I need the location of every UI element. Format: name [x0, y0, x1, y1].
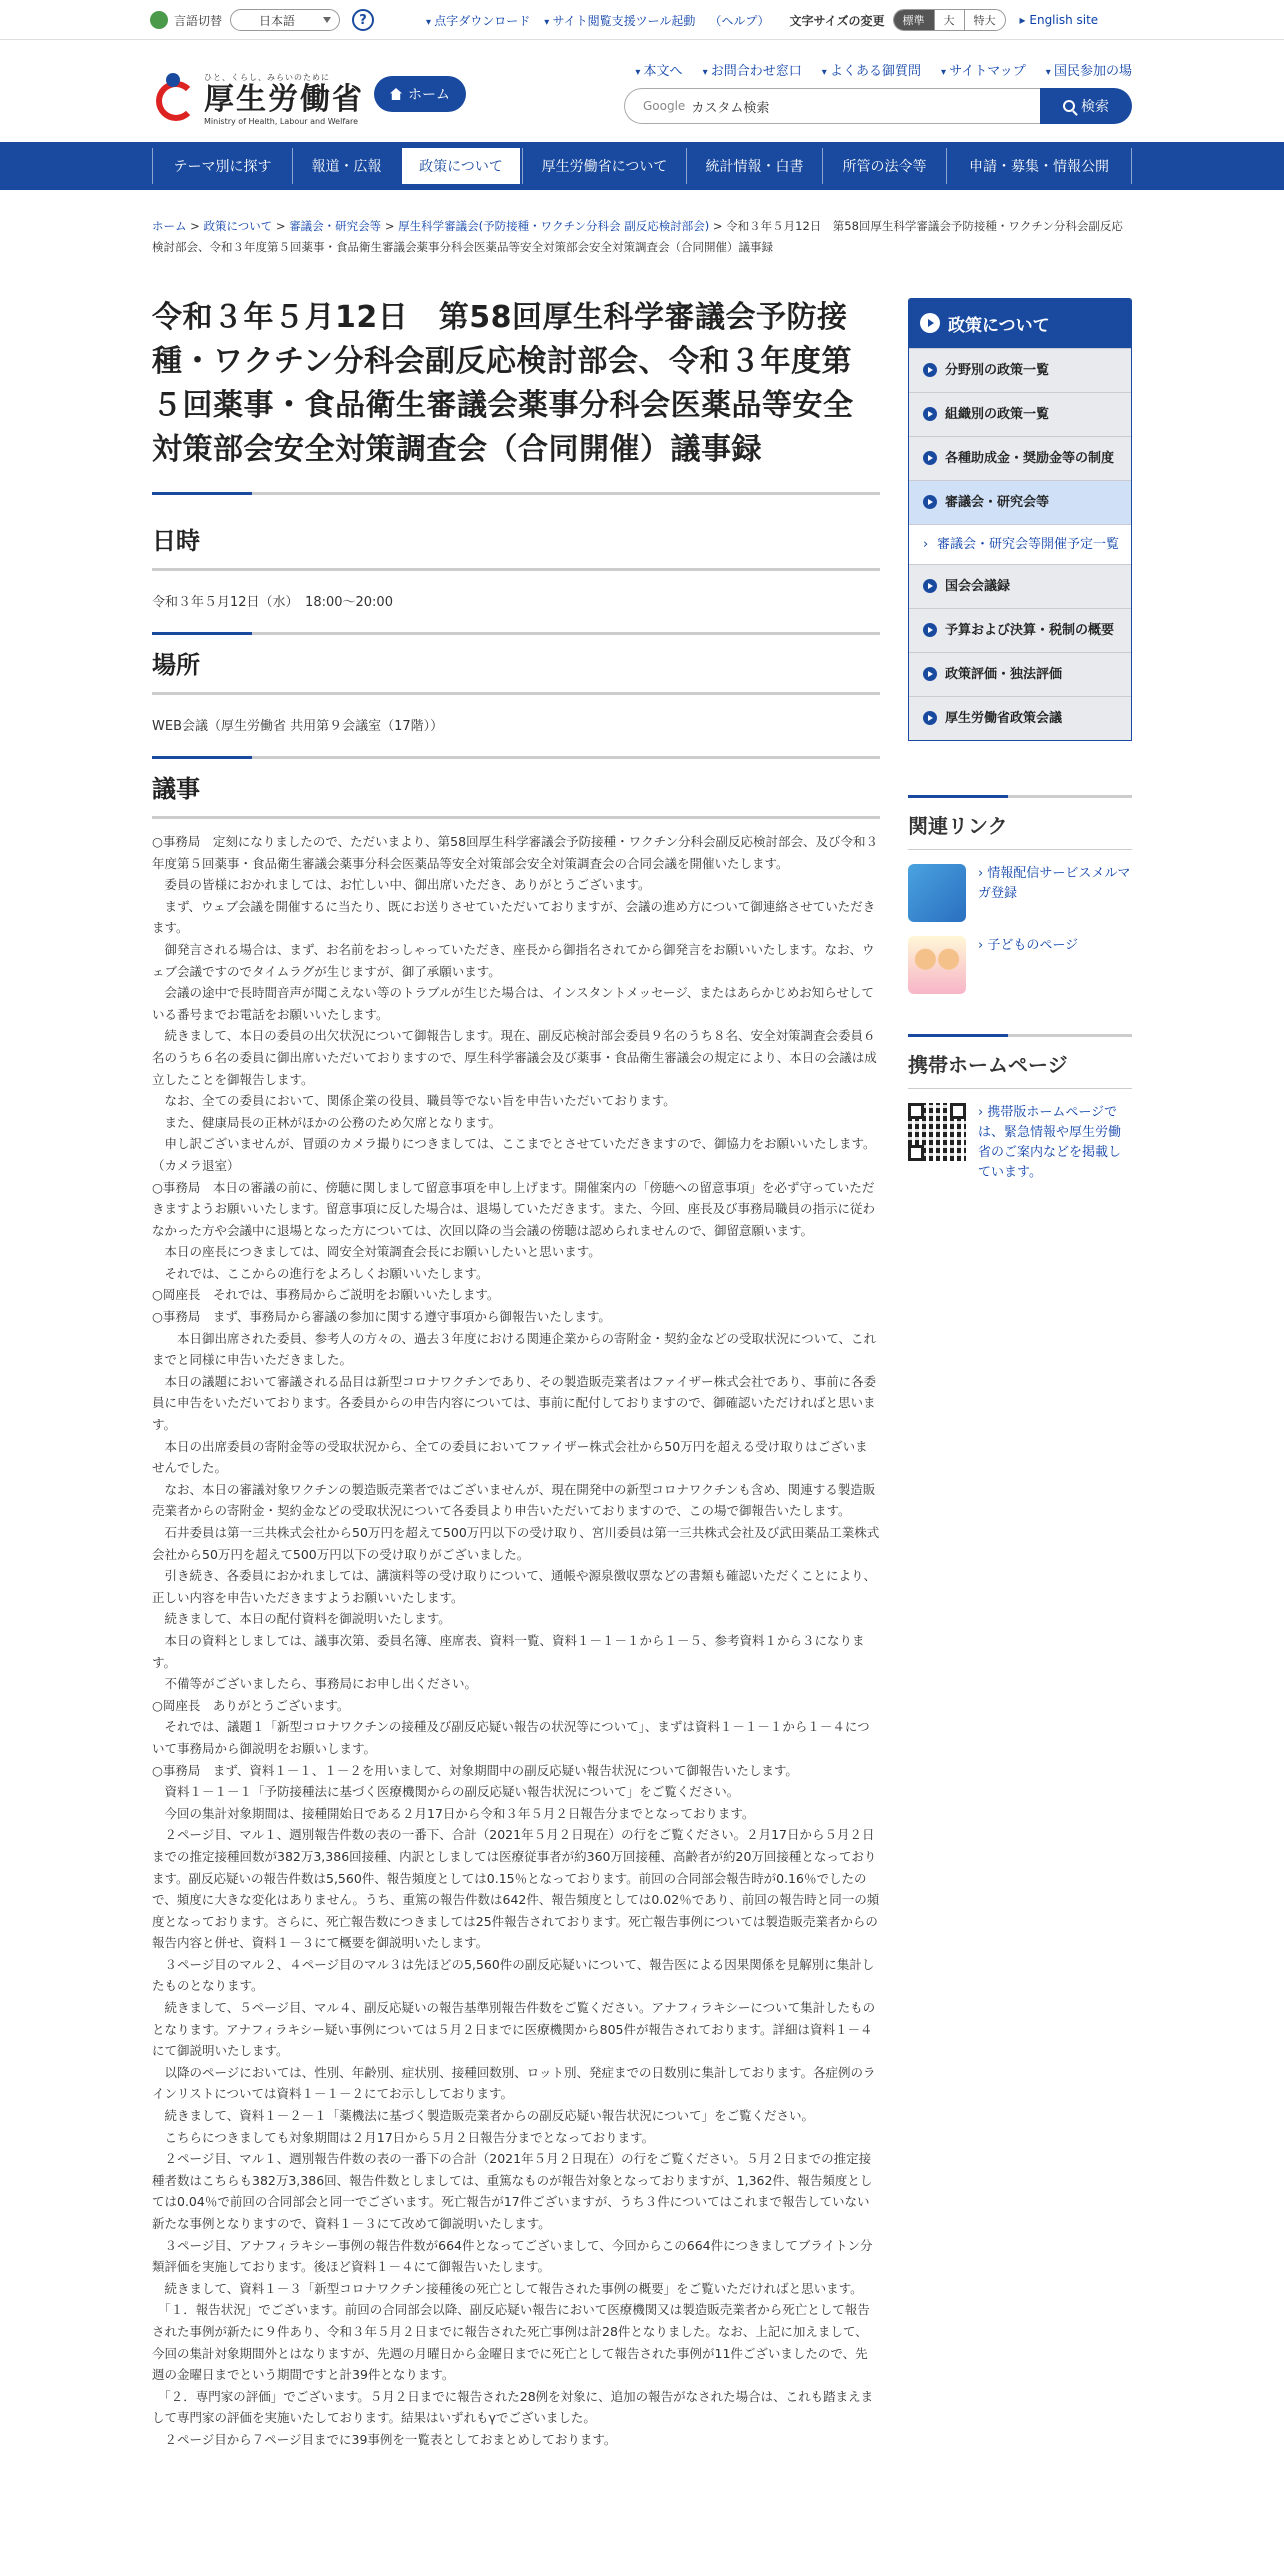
accessibility-tool-link[interactable]: ▾ サイト閲覧支援ツール起動: [544, 12, 695, 29]
english-site-link[interactable]: ▸ English site: [1020, 13, 1099, 27]
minutes-paragraph: それでは、ここからの進行をよろしくお願いいたします。: [152, 1265, 489, 1281]
home-button[interactable]: [374, 76, 466, 112]
breadcrumb-committee[interactable]: 厚生科学審議会(予防接種・ワクチン分科会 副反応検討部会): [398, 219, 710, 233]
minutes-paragraph: 本日御出席された委員、参考人の方々の、過去３年度における関連企業からの寄附金・契約金などの受取状況について、これまでと同様に申告いただきました。: [152, 1330, 877, 1368]
logo-tagline: ひと、くらし、みらいのために: [204, 73, 330, 82]
section-heading-date: 日時: [152, 511, 880, 571]
global-nav: [0, 142, 1284, 190]
font-size-label: 文字サイズの変更: [789, 13, 885, 28]
minutes-paragraph: 会議の途中で長時間音声が聞こえない等のトラブルが生じた場合は、インスタントメッセージ、またはあらかじめお知らせしている番号までお電話をお願いいたします。: [152, 985, 874, 1022]
related-link-kids[interactable]: [908, 936, 1132, 994]
sidebar-heading[interactable]: [908, 298, 1132, 348]
language-label: 言語切替: [174, 13, 223, 28]
home-label: ホーム: [408, 87, 450, 103]
sitemap-link[interactable]: ▾ サイトマップ: [941, 60, 1026, 79]
minutes-paragraph: （カメラ退室）: [152, 1157, 240, 1173]
utility-bar: [0, 0, 1284, 40]
minutes-paragraph: ３ページ目、アナフィラキシー事例の報告件数が664件となってございまして、今回からこの664件につきましてブライトン分類評価を実施しております。後ほど資料１－４にて御報告いたします。: [152, 2237, 873, 2275]
sidebar-item-grants[interactable]: 各種助成金・奨励金等の制度: [909, 436, 1131, 480]
minutes-paragraph: 「１．報告状況」でございます。前回の合同部会以降、副反応疑い報告において医療機関又は製造販売業者から死亡として報告された事例が新たに９件あり、令和３年５月２日までに報告された死亡事例は計28件となりました。なお、上記に加えまして、今回の集計対象期間外とはなりますが、先週の月曜日から金曜日までに死亡として報告された事例が11件ございましたので、先週の金曜日までという期間ですと計39件となります。: [152, 2302, 870, 2383]
sidebar-item-evaluation[interactable]: 政策評価・独法評価: [909, 652, 1131, 696]
breadcrumb-councils[interactable]: 審議会・研究会等: [289, 219, 382, 233]
mailmag-link[interactable]: › 情報配信サービスメルマガ登録: [978, 864, 1132, 922]
minutes-paragraph: ○事務局 本日の審議の前に、傍聴に関しまして留意事項を申し上げます。開催案内の「傍聴への留意事項」を必ず守っていただきますようお願いいたします。留意事項に反した場合は、退場していただきます。また、今回、座長及び事務局職員の指示に従わなかった方や会議中に退場となった方については、次回以降の当会議の傍聴は認められませんので、御留意願います。: [152, 1179, 876, 1238]
minutes-body: [152, 819, 880, 2451]
search-button[interactable]: [1040, 88, 1132, 124]
minutes-paragraph: 続きまして、５ページ目、マル４、副反応疑いの報告基準別報告件数をご覧ください。アナフィラキシーについて集計したものとなります。アナフィラキシー疑い事例については５月２日までに医療機関から805件が報告されております。詳細は資料１－４にて御説明いたします。: [152, 2000, 876, 2059]
sidebar-item-budget[interactable]: 予算および決算・税制の概要: [909, 608, 1131, 652]
sidebar-heading-label: 政策について: [948, 315, 1050, 336]
minutes-paragraph: 石井委員は第一三共株式会社から50万円を超えて500万円以下の受け取り、宮川委員は第一三共株式会社及び武田薬品工業株式会社から50万円を超えて500万円以下の受け取りがございました。: [152, 1525, 880, 1562]
minutes-paragraph: なお、全ての委員において、関係企業の役員、職員等でない旨を申告いただいております。: [152, 1093, 676, 1109]
meeting-date: 令和３年５月12日（水） 18:00～20:00: [152, 595, 393, 610]
contact-link[interactable]: ▾ お問合わせ窓口: [703, 60, 802, 79]
sidebar-item-policy-meeting[interactable]: 厚生労働省政策会議: [909, 696, 1131, 740]
minutes-paragraph: 申し訳ございませんが、冒頭のカメラ撮りにつきましては、ここまでとさせていただきますので、御協力をお願いいたします。: [152, 1136, 876, 1152]
search-placeholder: カスタム検索: [691, 100, 770, 116]
logo-name: 厚生労働省: [204, 82, 364, 117]
faq-link[interactable]: ▾ よくある御質問: [822, 60, 921, 79]
minutes-paragraph: ○岡座長 それでは、事務局からご説明をお願いいたします。: [152, 1287, 500, 1303]
search-input[interactable]: [624, 88, 1040, 124]
nav-laws[interactable]: 所管の法令等: [822, 148, 946, 184]
minutes-paragraph: ○事務局 まず、事務局から審議の参加に関する遵守事項から御報告いたします。: [152, 1309, 611, 1325]
public-participation-link[interactable]: ▾ 国民参加の場: [1046, 60, 1132, 79]
ministry-logo-icon: [150, 73, 198, 125]
mobile-info: [908, 1103, 1132, 1183]
minutes-paragraph: ○事務局 定刻になりましたので、ただいまより、第58回厚生科学審議会予防接種・ワクチン分科会副反応検討部会、及び令和３年度第５回薬事・食品衛生審議会薬事分科会医薬品等安全対策部会安全対策調査会の合同会議を開催いたします。: [152, 834, 878, 871]
mobile-site-link[interactable]: › 携帯版ホームページでは、緊急情報や厚生労働省のご案内などを掲載しています。: [978, 1103, 1132, 1183]
language-select[interactable]: [230, 9, 340, 31]
sidebar: [908, 298, 1132, 1183]
minutes-paragraph: ２ページ目、マル１、週別報告件数の表の一番下の合計（2021年５月２日現在）の行をご覧ください。５月２日までの推定接種者数はこちらも382万3,386回、報告件数としましては、重篤なものが報告対象となっておりますが、1,362件、報告頻度としては0.04％で前回の合同部会と同一でございます。死亡報告が17件ございますが、うち３件についてはこれまで報告していない新たな事例となりますので、資料１－３にて改めて御説明いたします。: [152, 2151, 873, 2231]
minutes-paragraph: 御発言される場合は、まず、お名前をおっしゃっていただき、座長から御指名されてから御発言をお願いいたします。なお、ウェブ会議ですのでタイムラグが生じますが、御了承願います。: [152, 941, 875, 979]
search-bar: [624, 88, 1132, 124]
nav-about[interactable]: 厚生労働省について: [522, 148, 686, 184]
language-value: 日本語: [259, 13, 296, 28]
breadcrumb-home[interactable]: ホーム: [152, 219, 187, 233]
minutes-paragraph: 本日の資料としましては、議事次第、委員名簿、座席表、資料一覧、資料１－１－１から１－５、参考資料１から３になります。: [152, 1632, 865, 1670]
minutes-paragraph: 不備等がございましたら、事務局にお申し出ください。: [152, 1676, 478, 1692]
minutes-paragraph: 本日の出席委員の寄附金等の受取状況から、全ての委員においてファイザー株式会社から50万円を超える受け取りはございませんでした。: [152, 1438, 868, 1476]
minutes-paragraph: それでは、議題１「新型コロナワクチンの接種及び副反応疑い報告の状況等について」、まずは資料１－１－１から１－４について事務局から御説明をお願いします。: [152, 1719, 870, 1756]
section-heading-minutes: 議事: [152, 759, 880, 819]
breadcrumb: ホーム > 政策について > 審議会・研究会等 > 厚生科学審議会(予防接種・ワクチン分科会 副反応検討部会) > 令和３年５月12日 第58回厚生科学審議会予防接種・ワクチン分科会副反応検討部会、令和３年度第５回薬事・食品衛生審議会薬事分科会医薬品等安全対策部会安全対策調査会（合同開催）議事録: [152, 219, 1123, 254]
search-brand: Google: [643, 99, 686, 113]
minutes-paragraph: 今回の集計対象期間は、接種開始日である２月17日から令和３年５月２日報告分までとなっております。: [152, 1805, 755, 1821]
minutes-paragraph: ○事務局 まず、資料１－１、１－２を用いまして、対象期間中の副反応疑い報告状況について御報告いたします。: [152, 1762, 798, 1778]
sidebar-item-by-field[interactable]: 分野別の政策一覧: [909, 348, 1131, 392]
page-title: 令和３年５月12日 第58回厚生科学審議会予防接種・ワクチン分科会副反応検討部会、令和３年度第５回薬事・食品衛生審議会薬事分科会医薬品等安全対策部会安全対策調査会（合同開催）議事録: [152, 296, 880, 495]
related-links-heading: 関連リンク: [908, 795, 1132, 850]
header-links: [615, 60, 1132, 79]
sidebar-item-by-organization[interactable]: 組織別の政策一覧: [909, 392, 1131, 436]
minutes-paragraph: 続きまして、資料１－３「新型コロナワクチン接種後の死亡として報告された事例の概要」をご覧いただければと思います。: [152, 2280, 863, 2296]
minutes-paragraph: 以降のページにおいては、性別、年齢別、症状別、接種回数別、ロット別、発症までの日数別に集計しております。各症例のラインリストについては資料１－１－２にてお示ししております。: [152, 2064, 876, 2102]
logo-english: Ministry of Health, Labour and Welfare: [204, 117, 359, 126]
arrow-circle-icon: [920, 313, 940, 333]
globe-icon: [150, 11, 168, 29]
minutes-paragraph: 続きまして、資料１－２－１「薬機法に基づく製造販売業者からの副反応疑い報告状況について」をご覧ください。: [152, 2108, 815, 2124]
minutes-paragraph: ２ページ目、マル１、週別報告件数の表の一番下、合計（2021年５月２日現在）の行をご覧ください。２月17日から５月２日までの推定接種回数が382万3,386回接種、内訳としましては医療従事者が約360万回接種、高齢者が約20万回接種となっております。副反応疑いの報告件数は5,560件、報告頻度としては0.15％となっております。前回の合同部会報告時が0.16％でしたので、頻度に大きな変化はありません。うち、重篤の報告件数は642件、報告頻度としては0.02％であり、前回の報告時と同一の頻度となっております。さらに、死亡報告数につきましては25件報告されております。死亡報告事例については製造販売業者からの報告内容と併せ、資料１－３にて概要を御説明いたします。: [152, 1827, 880, 1951]
home-icon: [390, 88, 402, 100]
accessibility-help-link[interactable]: （ヘルプ）: [709, 13, 770, 28]
site-logo[interactable]: [150, 72, 364, 126]
sidebar-item-councils[interactable]: 審議会・研究会等: [909, 480, 1131, 524]
mail-icon: [908, 864, 966, 922]
minutes-paragraph: こちらにつきましても対象期間は２月17日から５月２日報告分までとなっております。: [152, 2129, 655, 2145]
sidebar-nav: [908, 348, 1132, 741]
sidebar-item-diet-records[interactable]: 国会会議録: [909, 564, 1131, 608]
kids-page-link[interactable]: › 子どものページ: [978, 936, 1078, 994]
minutes-paragraph: 本日の議題において審議される品目は新型コロナワクチンであり、その製造販売業者はファイザー株式会社であり、事前に各委員に申告をいただいております。各委員からの申告内容については、事前に配付しておりますので、御確認いただければと思います。: [152, 1373, 877, 1433]
meeting-place: WEB会議（厚生労働省 共用第９会議室（17階））: [152, 719, 444, 734]
sidebar-subitem-schedule[interactable]: [909, 524, 1131, 564]
minutes-paragraph: ３ページ目のマル２、４ページ目のマル３は先ほどの5,560件の副反応疑いについて、報告医による因果関係を見解別に集計したものとなります。: [152, 1956, 875, 1994]
qr-code-icon: [908, 1103, 966, 1161]
related-link-mailmag[interactable]: [908, 864, 1132, 922]
braille-download-link[interactable]: ▾ 点字ダウンロード: [426, 12, 530, 29]
nav-press[interactable]: 報道・広報: [292, 148, 400, 184]
site-header: [0, 40, 1284, 142]
minutes-paragraph: まず、ウェブ会議を開催するに当たり、既にお送りさせていただいておりますが、会議の進め方について御連絡させていただきます。: [152, 898, 876, 936]
nav-policy[interactable]: 政策について: [402, 148, 520, 184]
main-content: [152, 296, 880, 2451]
minutes-paragraph: 本日の座長につきましては、岡安全対策調査会長にお願いしたいと思います。: [152, 1244, 601, 1260]
chevron-down-icon: [323, 17, 331, 23]
search-button-label: 検索: [1081, 99, 1109, 115]
breadcrumb-current: 令和３年５月12日 第58回厚生科学審議会予防接種・ワクチン分科会副反応検討部会、令和３年度第５回薬事・食品衛生審議会薬事分科会医薬品等安全対策部会安全対策調査会（合同開催）議事録: [152, 219, 1123, 254]
minutes-paragraph: また、健康局長の正林がほかの公務のため欠席となります。: [152, 1114, 502, 1130]
nav-applications[interactable]: 申請・募集・情報公開: [946, 148, 1132, 184]
skip-to-content-link[interactable]: ▾ 本文へ: [635, 60, 682, 79]
nav-statistics[interactable]: 統計情報・白書: [686, 148, 822, 184]
minutes-paragraph: 資料１－１－１「予防接種法に基づく医療機関からの副反応疑い報告状況について」をご覧ください。: [152, 1784, 740, 1800]
font-size-standard-button[interactable]: 標準: [894, 10, 934, 30]
minutes-paragraph: 続きまして、本日の配付資料を御説明いたします。: [152, 1611, 451, 1627]
kids-icon: [908, 936, 966, 994]
minutes-paragraph: 引き続き、各委員におかれましては、講演料等の受け取りについて、通帳や源泉徴収票などの書類も確認いただくことにより、正しい内容を申告いただきますようお願いいたします。: [152, 1568, 877, 1605]
minutes-paragraph: 委員の皆様におかれましては、お忙しい中、御出席いただき、ありがとうございます。: [152, 877, 651, 893]
mobile-heading: 携帯ホームページ: [908, 1034, 1132, 1089]
minutes-paragraph: ○岡座長 ありがとうございます。: [152, 1697, 350, 1713]
search-icon: [1063, 100, 1075, 112]
section-heading-place: 場所: [152, 635, 880, 695]
help-button[interactable]: ?: [352, 9, 374, 31]
minutes-paragraph: なお、本日の審議対象ワクチンの製造販売業者ではございませんが、現在開発中の新型コロナワクチンも含め、関連する製造販売業者からの寄附金・契約金などの受取状況について各委員より申告いただいておりますので、この場で御報告いたします。: [152, 1481, 876, 1519]
nav-theme[interactable]: テーマ別に探す: [152, 148, 292, 184]
font-size-large-button[interactable]: 大: [934, 10, 964, 30]
minutes-paragraph: ２ページ目から７ページ目までに39事例を一覧表としておまとめしております。: [152, 2431, 617, 2447]
sidebar-subitem-label[interactable]: 審議会・研究会等開催予定一覧: [937, 537, 1120, 552]
minutes-paragraph: 続きまして、本日の委員の出欠状況について御報告します。現在、副反応検討部会委員９名のうち８名、安全対策調査会委員６名のうち６名の委員に御出席いただいておりますので、厚生科学審議会及び薬事・食品衛生審議会の規定により、本日の会議は成立したことを御報告します。: [152, 1028, 877, 1087]
font-size-xlarge-button[interactable]: 特大: [964, 10, 1005, 30]
font-size-switcher: [893, 9, 1006, 31]
minutes-paragraph: 「２．専門家の評価」でございます。５月２日までに報告された28例を対象に、追加の報告がなされた場合は、これも踏まえまして専門家の評価を実施いたしております。結果はいずれもγでございました。: [152, 2388, 874, 2426]
breadcrumb-policy[interactable]: 政策について: [203, 219, 273, 233]
